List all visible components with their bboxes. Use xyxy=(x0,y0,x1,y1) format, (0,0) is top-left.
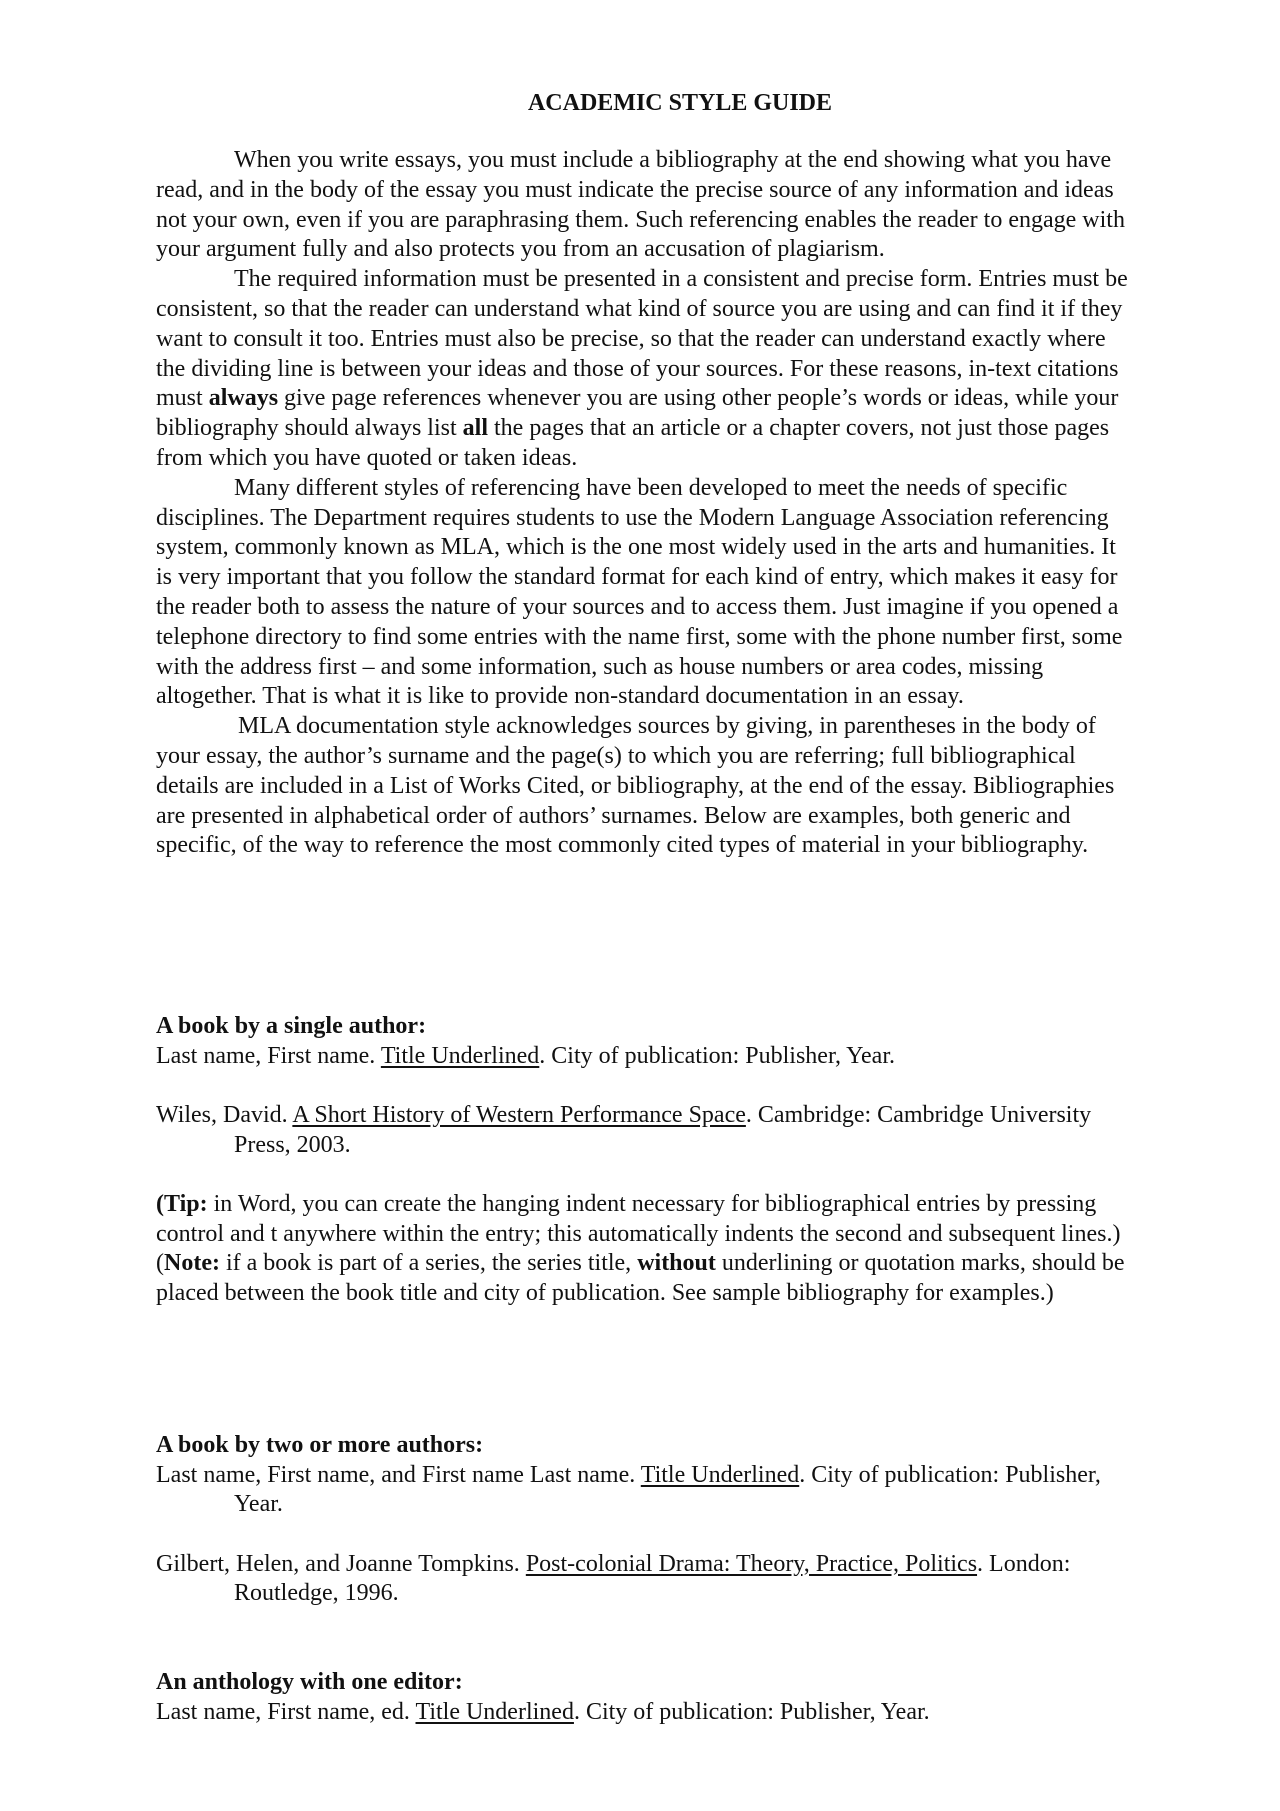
tip-label: (Tip: xyxy=(156,1191,208,1217)
intro-paragraph-3: Many different styles of referencing have been developed to meet the needs of specific disciplines. The Department requires students to use the Modern Language Association referencing system, commonly known as MLA, which is the one most widely used in the arts and humanities. It is very important that you follow the standard format for each kind of entry, which makes it easy for the reader both to assess the nature of your sources and to access them. Just imagine if you opened a telephone directory to find some entries with the name first, some with the phone number first, some with the address first – and some information, such as house numbers or area codes, missing altogether. That is what it is like to provide non-standard documentation in an essay. xyxy=(156,474,1123,710)
section-heading: A book by two or more authors: xyxy=(156,1432,484,1458)
underlined-title: A Short History of Western Performance Space xyxy=(292,1102,746,1128)
intro-section xyxy=(156,146,1136,861)
emphasis-all: all xyxy=(462,415,488,442)
underlined-title: Post-colonial Drama: Theory, Practice, Politics xyxy=(525,1550,978,1577)
intro-paragraph-2: The required information must be presented in a consistent and precise form. Entries must be consistent, so that the reader can understand what kind of source you are using and can find it if they want to consult it too. Entries must also be precise, so that the reader can understand exactly where the dividing line is between your ideas and those of your sources. For these reasons, in-text citations must always give page references whenever you are using other people’s words or ideas, while your bibliography should always list all the pages that an article or a chapter covers, not just those pages from which you have quoted or taken ideas. xyxy=(156,266,1128,471)
underlined-title: Title Underlined xyxy=(380,1042,540,1069)
section-anthology xyxy=(156,1668,1136,1727)
section-heading: A book by a single author: xyxy=(156,1013,427,1039)
citation-pattern: Last name, First name. Title Underlined. City of publication: Publisher, Year. xyxy=(156,1042,895,1069)
emphasis-always: always xyxy=(208,385,279,412)
citation-pattern: Last name, First name, ed. Title Underlined. City of publication: Publisher, Year. xyxy=(156,1698,930,1725)
underlined-title: Title Underlined xyxy=(640,1461,800,1488)
citation-example: Wiles, David. A Short History of Western Performance Space. Cambridge: Cambridge University Press, 2003. xyxy=(156,1102,1092,1158)
underlined-title: Title Underlined xyxy=(415,1698,574,1725)
citation-example: Gilbert, Helen, and Joanne Tompkins. Post-colonial Drama: Theory, Practice, Politics. London: Routledge, 1996. xyxy=(156,1550,1071,1606)
intro-paragraph-4: MLA documentation style acknowledges sources by giving, in parentheses in the body of your essay, the author’s surname and the page(s) to which you are referring; full bibliographical details are included in a List of Works Cited, or bibliography, at the end of the essay. Bibliographies are presented in alphabetical order of authors’ surnames. Below are examples, both generic and specific, of the way to reference the most commonly cited types of material in your bibliography. xyxy=(156,713,1115,859)
section-heading: An anthology with one editor: xyxy=(156,1669,463,1695)
intro-paragraph-1: When you write essays, you must include a bibliography at the end showing what you have read, and in the body of the essay you must indicate the precise source of any information and ideas not your own, even if you are paraphrasing them. Such referencing enables the reader to engage with your argument fully and also protects you from an accusation of plagiarism. xyxy=(156,147,1125,263)
tip-paragraph: (Tip: in Word, you can create the hanging indent necessary for bibliographical entries by pressing control and t anywhere within the entry; this automatically indents the second and subsequent lines.) xyxy=(156,1191,1121,1247)
page-title: ACADEMIC STYLE GUIDE xyxy=(527,90,833,116)
section-multiple-authors xyxy=(156,1431,1136,1609)
emphasis-without: without xyxy=(637,1250,716,1276)
citation-pattern: Last name, First name, and First name Last name. Title Underlined. City of publication: Publisher, Year. xyxy=(156,1461,1101,1517)
section-single-author xyxy=(156,1012,1136,1308)
note-label: Note: xyxy=(164,1250,220,1276)
note-paragraph: (Note: if a book is part of a series, the series title, without underlining or quotation marks, should be placed between the book title and city of publication. See sample bibliography for examples.) xyxy=(156,1250,1125,1306)
